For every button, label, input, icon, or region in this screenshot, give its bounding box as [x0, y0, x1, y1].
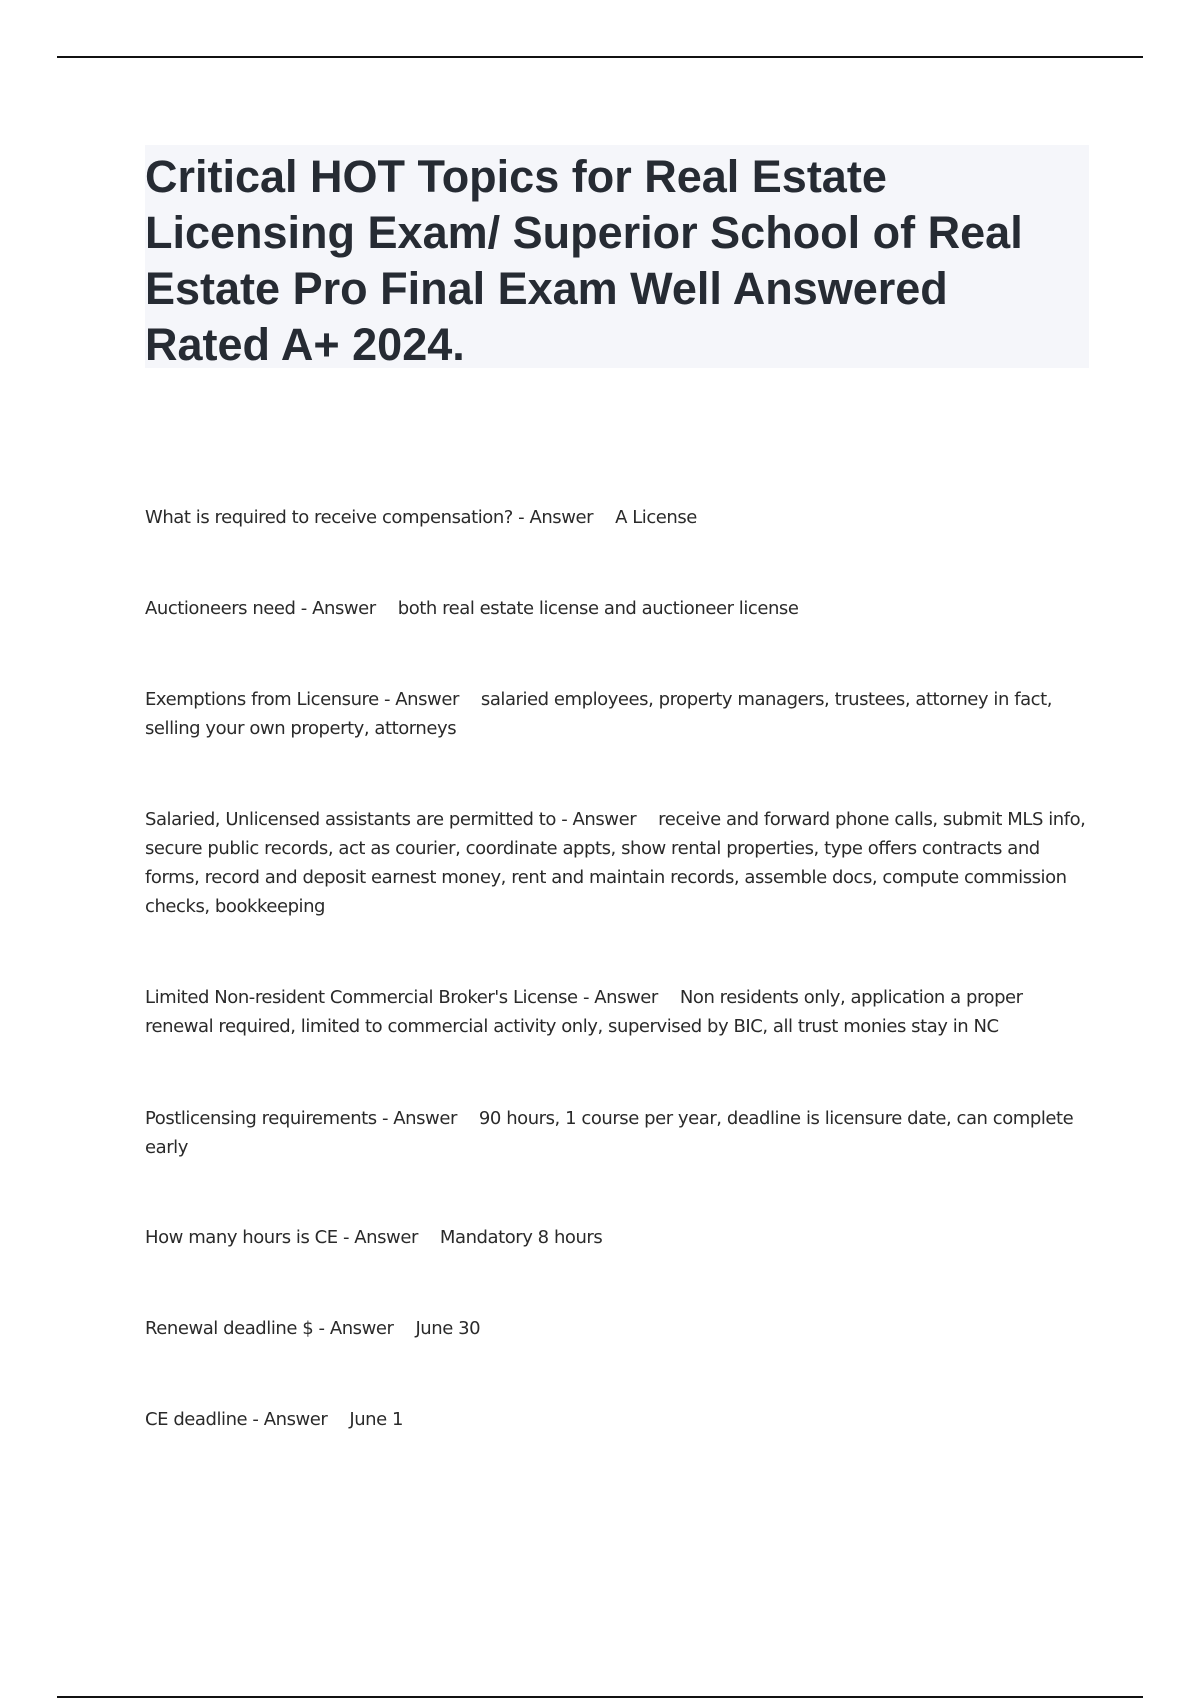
qa-item [145, 1405, 1095, 1434]
qa-answer: Mandatory 8 hours [439, 1227, 603, 1248]
top-divider [57, 56, 1143, 58]
qa-item [145, 503, 1095, 532]
qa-question: Salaried, Unlicensed assistants are permitted to - Answer [145, 809, 637, 830]
qa-answer: A License [615, 507, 697, 528]
qa-question: Postlicensing requirements - Answer [145, 1108, 457, 1129]
qa-question: Renewal deadline $ - Answer [145, 1318, 394, 1339]
qa-item [145, 805, 1095, 921]
qa-answer: both real estate license and auctioneer license [397, 598, 799, 619]
qa-answer: June 30 [415, 1318, 481, 1339]
qa-question: Auctioneers need - Answer [145, 598, 376, 619]
qa-answer: 90 hours, 1 course per year, deadline is licensure date, can complete early [145, 1108, 1074, 1158]
qa-item [145, 685, 1095, 743]
qa-question: What is required to receive compensation? - Answer [145, 507, 594, 528]
qa-item [145, 1104, 1095, 1162]
qa-item [145, 983, 1095, 1041]
document-title: Critical HOT Topics for Real Estate Licensing Exam/ Superior School of Real Estate Pro Final Exam Well Answered Rated A+ 2024. [145, 151, 1023, 370]
qa-answer: June 1 [349, 1409, 404, 1430]
qa-item [145, 1223, 1095, 1252]
qa-question: Exemptions from Licensure - Answer [145, 689, 459, 710]
qa-item [145, 1314, 1095, 1343]
qa-answer: receive and forward phone calls, submit MLS info, secure public records, act as courier, coordinate appts, show rental properties, type offers contracts and forms, record and deposit earnest money, rent and maintain records, assemble docs, compute commission checks, bookkeeping [145, 809, 1086, 917]
qa-answer: Non residents only, application a proper renewal required, limited to commercial activity only, supervised by BIC, all trust monies stay in NC [145, 987, 1023, 1037]
qa-question: How many hours is CE - Answer [145, 1227, 418, 1248]
bottom-divider [57, 1696, 1143, 1698]
qa-answer: salaried employees, property managers, trustees, attorney in fact, selling your own property, attorneys [145, 689, 1052, 739]
qa-question: CE deadline - Answer [145, 1409, 328, 1430]
title-block [145, 145, 1089, 368]
qa-item [145, 594, 1095, 623]
qa-question: Limited Non-resident Commercial Broker's License - Answer [145, 987, 658, 1008]
